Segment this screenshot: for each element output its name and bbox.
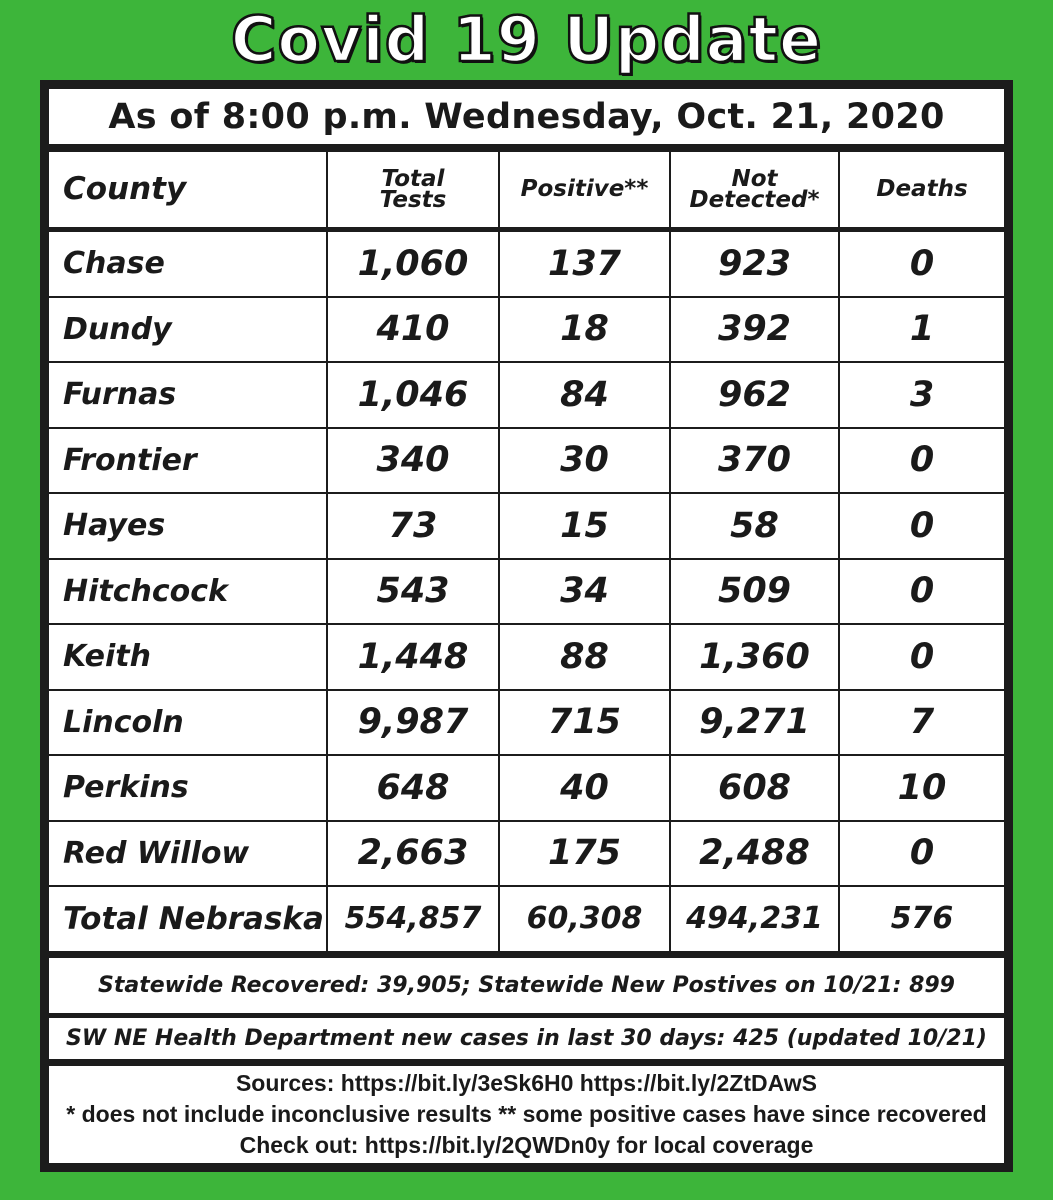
sources-links: Sources: https://bit.ly/3eSk6H0 https://bit.ly/2ZtDAwS	[235, 1070, 818, 1096]
table-cell-total-tests: 9,987	[328, 691, 498, 755]
table-cell-total-tests: 1,046	[328, 363, 498, 427]
table-cell-not-detected: 9,271	[671, 691, 838, 755]
local-coverage-note: Check out: https://bit.ly/2QWDn0y for local coverage	[239, 1132, 814, 1158]
table-cell-not-detected: 2,488	[671, 822, 838, 886]
table-cell-positive: 18	[500, 298, 669, 362]
table-cell-not-detected: 962	[671, 363, 838, 427]
table-cell-not-detected: 392	[671, 298, 838, 362]
table-cell-deaths: 3	[840, 363, 1004, 427]
page-title: Covid 19 Update	[230, 3, 823, 76]
table-cell-total-tests: 1,060	[328, 232, 498, 296]
table-cell-county: Chase	[49, 232, 326, 296]
sources-notes	[49, 1066, 1004, 1163]
table-cell-total-tests: 340	[328, 429, 498, 493]
header-positive	[500, 152, 669, 227]
table-cell-county: Frontier	[49, 429, 326, 493]
table-cell-county: Perkins	[49, 756, 326, 820]
total-row-positive: 60,308	[500, 887, 669, 951]
table-cell-county: Hayes	[49, 494, 326, 558]
total-row-total-tests: 554,857	[328, 887, 498, 951]
statewide-summary: Statewide Recovered: 39,905; Statewide New Postives on 10/21: 899	[49, 958, 1004, 1013]
table-cell-county: Furnas	[49, 363, 326, 427]
table-cell-positive: 137	[500, 232, 669, 296]
table-cell-total-tests: 543	[328, 560, 498, 624]
table-cell-not-detected: 509	[671, 560, 838, 624]
table-cell-county: Hitchcock	[49, 560, 326, 624]
header-deaths	[840, 152, 1004, 227]
health-department-summary: SW NE Health Department new cases in last 30 days: 425 (updated 10/21)	[49, 1018, 1004, 1059]
table-cell-county: Dundy	[49, 298, 326, 362]
table-cell-positive: 40	[500, 756, 669, 820]
total-row-county: Total Nebraska	[49, 887, 326, 951]
table-cell-deaths: 0	[840, 560, 1004, 624]
table-cell-total-tests: 2,663	[328, 822, 498, 886]
date-line: As of 8:00 p.m. Wednesday, Oct. 21, 2020	[49, 89, 1004, 144]
total-row-deaths: 576	[840, 887, 1004, 951]
header-not-detected	[671, 152, 838, 227]
table-cell-total-tests: 410	[328, 298, 498, 362]
table-cell-deaths: 0	[840, 822, 1004, 886]
table-cell-deaths: 0	[840, 232, 1004, 296]
header-not-detected-text: Detected*	[689, 186, 820, 213]
table-cell-county: Lincoln	[49, 691, 326, 755]
footnotes: * does not include inconclusive results ** some positive cases have since recovered	[66, 1101, 987, 1127]
table-cell-positive: 175	[500, 822, 669, 886]
table-cell-deaths: 0	[840, 494, 1004, 558]
table-cell-deaths: 0	[840, 625, 1004, 689]
table-cell-positive: 15	[500, 494, 669, 558]
table-cell-not-detected: 1,360	[671, 625, 838, 689]
table-cell-deaths: 10	[840, 756, 1004, 820]
header-deaths-text: Deaths	[876, 176, 968, 202]
table-cell-deaths: 7	[840, 691, 1004, 755]
table-cell-deaths: 1	[840, 298, 1004, 362]
table-cell-county: Red Willow	[49, 822, 326, 886]
table-cell-positive: 84	[500, 363, 669, 427]
table-cell-deaths: 0	[840, 429, 1004, 493]
header-total-tests-text: Tests	[379, 186, 447, 213]
table-cell-positive: 88	[500, 625, 669, 689]
covid-update-card	[40, 80, 1013, 1172]
header-total-tests-text: Total	[381, 165, 445, 192]
table-cell-not-detected: 370	[671, 429, 838, 493]
header-county-text: County	[63, 171, 187, 207]
header-total-tests	[328, 152, 498, 227]
table-cell-not-detected: 58	[671, 494, 838, 558]
total-row-not-detected: 494,231	[671, 887, 838, 951]
table-cell-positive: 715	[500, 691, 669, 755]
table-cell-county: Keith	[49, 625, 326, 689]
table-cell-positive: 30	[500, 429, 669, 493]
table-cell-not-detected: 608	[671, 756, 838, 820]
header-not-detected-text: Not	[731, 165, 778, 192]
table-cell-positive: 34	[500, 560, 669, 624]
table-cell-not-detected: 923	[671, 232, 838, 296]
header-county	[49, 152, 326, 227]
table-cell-total-tests: 1,448	[328, 625, 498, 689]
header-positive-text: Positive**	[520, 176, 649, 202]
table-cell-total-tests: 73	[328, 494, 498, 558]
table-cell-total-tests: 648	[328, 756, 498, 820]
